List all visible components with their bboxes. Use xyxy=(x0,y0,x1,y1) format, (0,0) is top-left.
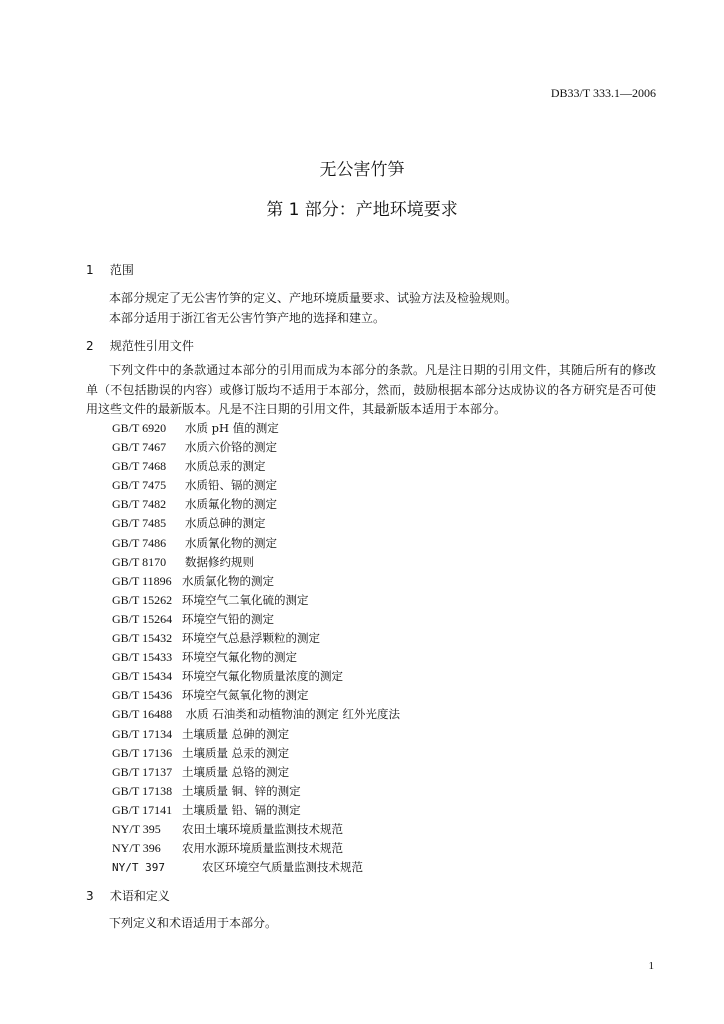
reference-code: GB/T 17136 xyxy=(112,745,173,760)
reference-item xyxy=(112,763,400,782)
reference-name: 数据修约规则 xyxy=(185,554,254,569)
reference-code: GB/T 7468 xyxy=(112,459,167,474)
reference-code: GB/T 17137 xyxy=(112,764,173,779)
reference-item xyxy=(112,438,400,457)
reference-item xyxy=(112,705,400,724)
section-number: 2 xyxy=(86,339,94,353)
reference-item xyxy=(112,610,400,629)
reference-item xyxy=(112,686,400,705)
reference-item xyxy=(112,495,400,514)
reference-name: 水质 石油类和动植物油的测定 红外光度法 xyxy=(182,707,400,722)
reference-item xyxy=(112,782,400,801)
reference-code: GB/T 15262 xyxy=(112,592,173,607)
reference-item xyxy=(112,476,400,495)
paragraph: 下列文件中的条款通过本部分的引用而成为本部分的条款。凡是注日期的引用文件，其随后所有的修改单（不包括勘误的内容）或修订版均不适用于本部分，然而，鼓励根据本部分达成协议的各方研究是否可使用这些文件的最新版本。凡是不注日期的引用文件，其最新版本适用于本部分。 xyxy=(86,363,656,416)
reference-item xyxy=(112,629,400,648)
reference-item xyxy=(112,725,400,744)
reference-code: NY/T 397 xyxy=(112,861,165,875)
reference-name: 水质 pH 值的测定 xyxy=(185,421,279,435)
reference-code: NY/T 395 xyxy=(112,821,161,836)
section-number: 1 xyxy=(86,263,94,277)
document-title: 无公害竹笋 xyxy=(319,160,405,180)
reference-code: GB/T 17138 xyxy=(112,783,173,798)
section-number: 3 xyxy=(86,889,94,903)
reference-code: GB/T 11896 xyxy=(112,573,172,588)
section-title: 规范性引用文件 xyxy=(109,339,194,353)
reference-name: 水质氯化物的测定 xyxy=(182,573,274,588)
reference-item xyxy=(112,553,400,572)
reference-code: GB/T 8170 xyxy=(112,554,167,569)
reference-code: GB/T 16488 xyxy=(112,707,173,722)
reference-code: GB/T 6920 xyxy=(112,421,167,435)
reference-item xyxy=(112,648,400,667)
reference-list xyxy=(112,419,400,877)
reference-code: GB/T 7467 xyxy=(112,440,167,455)
section-1-heading xyxy=(86,261,134,278)
reference-name: 环境空气氟化物的测定 xyxy=(182,650,297,665)
reference-item xyxy=(112,534,400,553)
reference-name: 水质氟化物的测定 xyxy=(185,497,277,512)
reference-item xyxy=(112,858,400,877)
reference-name: 土壤质量 铜、锌的测定 xyxy=(182,783,301,798)
reference-name: 农田土壤环境质量监测技术规范 xyxy=(182,821,343,836)
reference-code: NY/T 396 xyxy=(112,841,161,856)
reference-code: GB/T 17141 xyxy=(112,802,173,817)
reference-name: 环境空气氮氧化物的测定 xyxy=(182,688,309,703)
reference-item xyxy=(112,457,400,476)
reference-item xyxy=(112,572,400,591)
reference-item xyxy=(112,514,400,533)
reference-item xyxy=(112,667,400,686)
reference-item xyxy=(112,839,400,858)
reference-name: 环境空气铅的测定 xyxy=(182,611,274,626)
reference-name: 土壤质量 总汞的测定 xyxy=(182,745,290,760)
reference-item xyxy=(112,591,400,610)
reference-name: 水质氰化物的测定 xyxy=(185,535,277,550)
reference-code: GB/T 7482 xyxy=(112,497,167,512)
paragraph: 本部分规定了无公害竹笋的定义、产地环境质量要求、试验方法及检验规则。 xyxy=(109,291,518,305)
reference-name: 农区环境空气质量监测技术规范 xyxy=(202,860,363,875)
reference-item xyxy=(112,820,400,839)
reference-name: 水质总砷的测定 xyxy=(185,516,266,531)
paragraph: 本部分适用于浙江省无公害竹笋产地的选择和建立。 xyxy=(109,311,386,325)
section-3-heading xyxy=(86,887,170,904)
reference-name: 环境空气二氧化硫的测定 xyxy=(182,592,309,607)
reference-code: GB/T 15436 xyxy=(112,688,173,703)
reference-name: 环境空气总悬浮颗粒的测定 xyxy=(182,631,320,646)
reference-code: GB/T 15264 xyxy=(112,611,173,626)
reference-code: GB/T 7475 xyxy=(112,478,167,493)
reference-name: 土壤质量 铅、镉的测定 xyxy=(182,802,301,817)
standard-code: DB33/T 333.1—2006 xyxy=(550,86,656,100)
section-2-heading xyxy=(86,337,194,354)
reference-code: GB/T 7485 xyxy=(112,516,167,531)
paragraph: 下列定义和术语适用于本部分。 xyxy=(109,916,278,930)
reference-name: 土壤质量 总铬的测定 xyxy=(182,764,290,779)
reference-code: GB/T 15434 xyxy=(112,669,173,684)
reference-name: 水质铅、镉的测定 xyxy=(185,478,277,493)
reference-item xyxy=(112,744,400,763)
reference-code: GB/T 17134 xyxy=(112,726,173,741)
document-subtitle: 第 1 部分：产地环境要求 xyxy=(266,200,458,220)
page-number: 1 xyxy=(648,960,654,972)
section-title: 术语和定义 xyxy=(109,889,170,903)
section-title: 范围 xyxy=(109,263,134,277)
reference-item xyxy=(112,801,400,820)
reference-item xyxy=(112,419,400,438)
reference-code: GB/T 7486 xyxy=(112,535,167,550)
reference-name: 农用水源环境质量监测技术规范 xyxy=(182,841,343,856)
reference-code: GB/T 15432 xyxy=(112,631,173,646)
reference-name: 环境空气氟化物质量浓度的测定 xyxy=(182,669,343,684)
reference-name: 水质六价铬的测定 xyxy=(185,440,277,455)
reference-name: 水质总汞的测定 xyxy=(185,459,266,474)
reference-name: 土壤质量 总砷的测定 xyxy=(182,726,290,741)
reference-code: GB/T 15433 xyxy=(112,650,173,665)
